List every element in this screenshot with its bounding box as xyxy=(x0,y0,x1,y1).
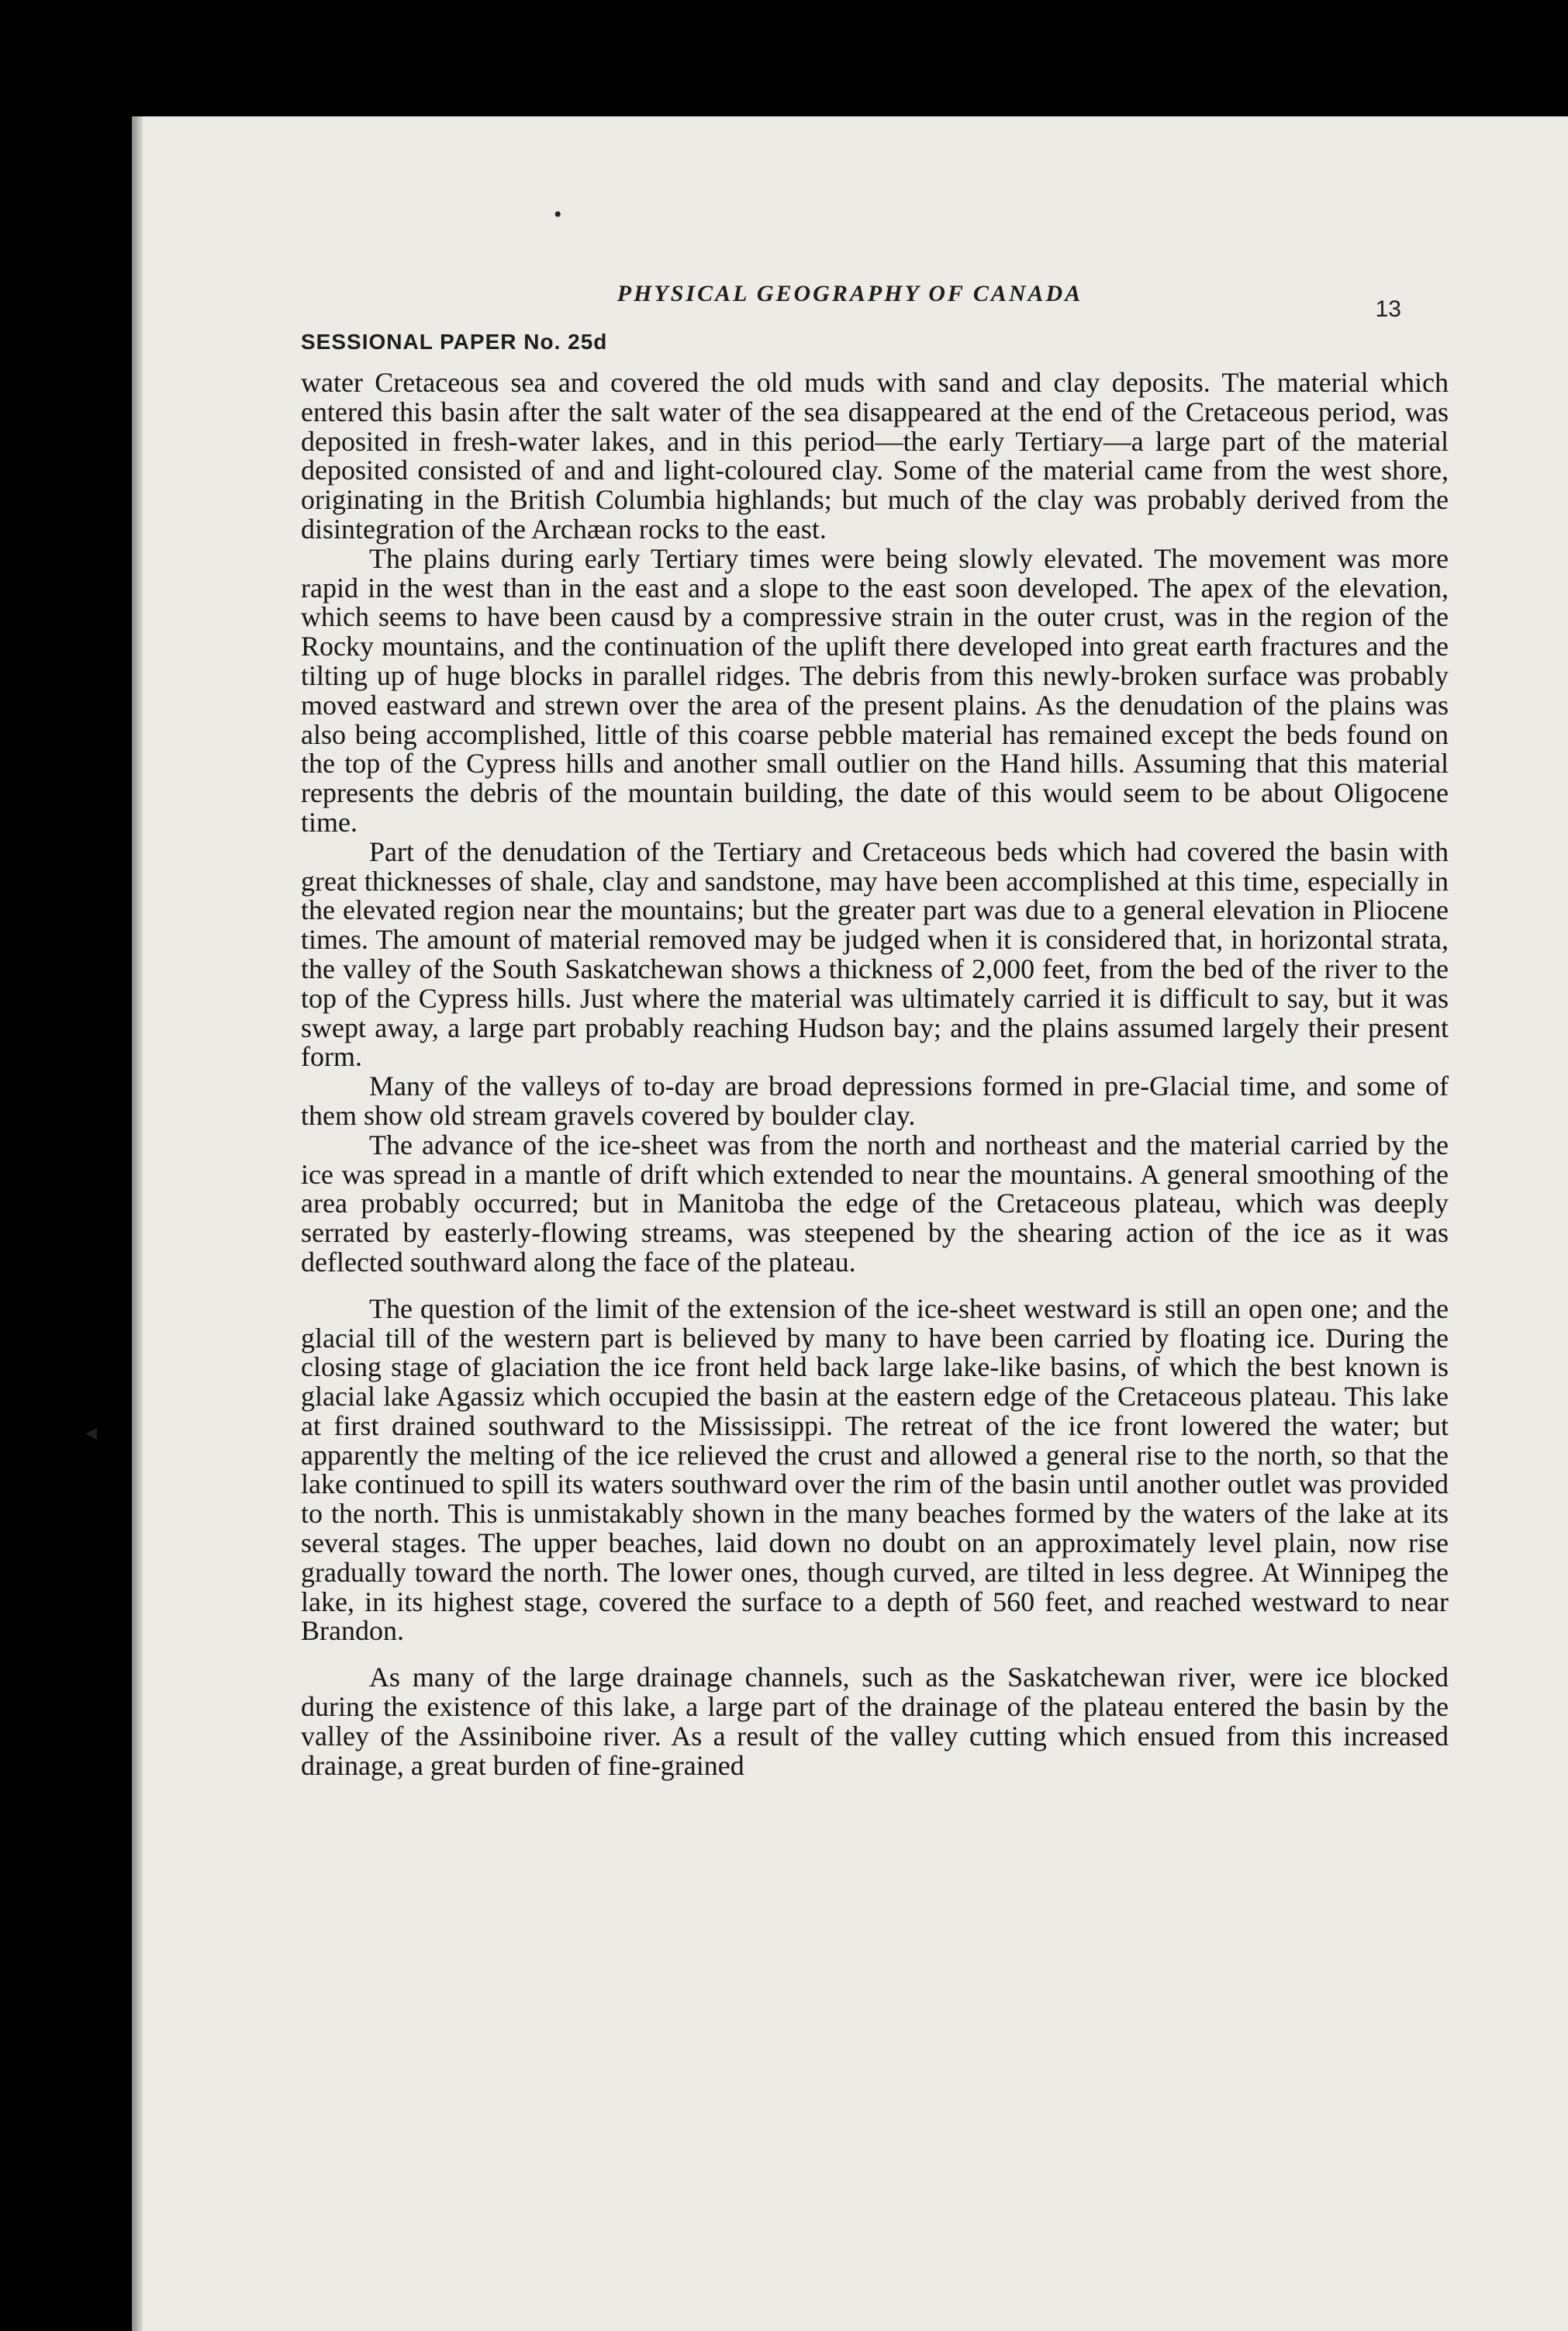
page-edge-shadow xyxy=(132,116,143,2331)
body-text xyxy=(301,368,1449,1780)
stray-mark: • xyxy=(554,202,562,227)
paragraph: As many of the large drainage channels, such as the Saskatchewan river, were ice blocked during the existence of this lake, a large part of the drainage of the plateau entered the basin by the valley of the Assiniboine river. As a result of the valley cutting which ensued from this increased drainage, a great burden of fine-grained xyxy=(301,1662,1449,1781)
paragraph: The advance of the ice-sheet was from the north and northeast and the material carried by the ice was spread in a mantle of drift which extended to near the mountains. A general smoothing of the area probably occurred; but in Manitoba the edge of the Cretaceous plateau, which was deeply serrated by easterly-flowing streams, was steepened by the shearing action of the ice as it was deflected southward along the face of the plateau. xyxy=(301,1129,1449,1278)
running-head: PHYSICAL GEOGRAPHY OF CANADA xyxy=(616,281,1083,306)
page-number: 13 xyxy=(1375,296,1401,322)
paragraph: Part of the denudation of the Tertiary and Cretaceous beds which had covered the basin with great thicknesses of shale, clay and sandstone, may have been accomplished at this time, especially in the elevated region near the mountains; but the greater part was due to a general elevation in Pliocene times. The amount of material removed may be judged when it is considered that, in horizontal strata, the valley of the South Saskatchewan shows a thickness of 2,000 feet, from the bed of the river to the top of the Cypress hills. Just where the material was ultimately carried it is difficult to say, but it was swept away, a large part probably reaching Hudson bay; and the plains assumed largely their present form. xyxy=(301,835,1449,1073)
book-page xyxy=(85,116,1568,2331)
paragraph: Many of the valleys of to-day are broad depressions formed in pre-Glacial time, and some of them show old stream gravels covered by boulder clay. xyxy=(301,1070,1449,1131)
margin-mark: ◂ xyxy=(85,1420,98,1445)
sessional-paper-label: SESSIONAL PAPER No. 25d xyxy=(301,330,608,354)
paragraph: The question of the limit of the extension of the ice-sheet westward is still an open one; and the glacial till of the western part is believed by many to have been carried by floating ice. During the closing stage of glaciation the ice front held back large lake-like basins, of which the best known is glacial lake Agassiz which occupied the basin at the eastern edge of the Cretaceous plateau. This lake at first drained southward to the Mississippi. The retreat of the ice front lowered the water; but apparently the melting of the ice relieved the crust and allowed a general rise to the north, so that the lake continued to spill its waters southward over the rim of the basin until another outlet was provided to the north. This is unmistakably shown in the many beaches formed by the waters of the lake at its several stages. The upper beaches, laid down no doubt on an approximately level plain, now rise gradually toward the north. The lower ones, though curved, are tilted in less degree. At Winnipeg the lake, in its highest stage, covered the surface to a depth of 560 feet, and reached westward to near Brandon. xyxy=(301,1292,1449,1647)
paragraph: water Cretaceous sea and covered the old muds with sand and clay deposits. The material which entered this basin after the salt water of the sea disappeared at the end of the Cretaceous period, was deposited in fresh-water lakes, and in this period—the early Tertiary—a large part of the material deposited consisted of and and light-coloured clay. Some of the material came from the west shore, originating in the British Columbia highlands; but much of the clay was probably derived from the disintegration of the Archæan rocks to the east. xyxy=(301,367,1449,545)
paragraph: The plains during early Tertiary times were being slowly elevated. The movement was more rapid in the west than in the east and a slope to the east soon developed. The apex of the elevation, which seems to have been causd by a compressive strain in the outer crust, was in the region of the Rocky mountains, and the continuation of the uplift there developed into great earth fractures and the tilting up of huge blocks in parallel ridges. The debris from this newly-broken surface was probably moved eastward and strewn over the area of the present plains. As the denudation of the plains was also being accomplished, little of this coarse pebble material has remained except the beds found on the top of the Cypress hills and another small outlier on the Hand hills. Assuming that this material represents the debris of the mountain building, the date of this would seem to be about Oligocene time. xyxy=(301,542,1449,838)
